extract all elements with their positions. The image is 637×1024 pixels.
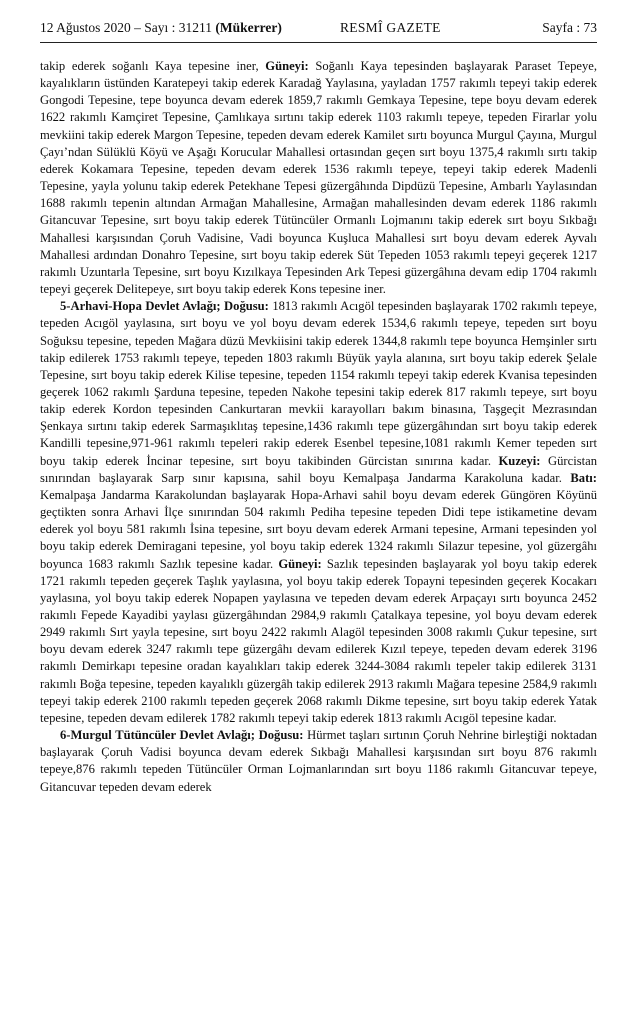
date-issue: 12 Ağustos 2020 – Sayı : 31211 <box>40 20 216 35</box>
text-run: Gürcistan sınırından başlayarak Sarp sınır kapısına, sahil boyu Kemalpaşa Jandarma Karakoluna kadar. <box>40 453 597 485</box>
text-run: 1813 rakımlı Acıgöl tepesinden başlayarak 1702 rakımlı tepeye, tepeden Acıgöl yaylasına, sırt boyu ve yol boyu devam ederek 1534,6 rakımlı tepeye, tepeden sırt boyu Soğuksu tepesine, tepeden Mağara düzü Mevkiisini takip ederek 1344,8 rakımlı tepe boyunca Hemşinler sırtı takip edilerek 1753 rakımlı tepeye, tepeden 1803 rakımlı Büyük yayla alanına, sırt boyu takip ederek Şelale Tepesine, sırt boyu takip ederek Kilise tepesine, tepeden 1154 rakımlı tepeyi takip ederek Kvanisa tepesinden geçerek 1062 rakımlı Şarduna tepesine, tepeden Nakohe tepesini takip ederek 817 rakımlı tepeye, sırt boyu takip ederek Kordon tepesinden Cankurtaran mevkii karayolları bakım binasına, Taşgeçit Mezrasından Şenkaya sırtını takip ederek Sarmaşıklıtaş tepesine,1436 rakımlı tepe güzergâhından sırt boyu takip ederek Kandilli tepesine,971-961 rakımlı tepeleri rakip ederek Esenbel tepesine,1081 rakımlı Kemer tepeden sırt boyu takip ederek İncinar tepesine, sırt boyu takibinden Gürcistan sınırına kadar. <box>40 299 597 468</box>
bold-heading: Batı: <box>570 470 597 485</box>
gazette-title: RESMÎ GAZETE <box>340 20 441 35</box>
bold-heading: Güneyi: <box>278 556 322 571</box>
bold-heading: 6-Murgul Tütüncüler Devlet Avlağı; Doğusu: <box>60 728 304 743</box>
text-run: Sazlık tepesinden başlayarak yol boyu takip ederek 1721 rakımlı tepeden geçerek Taşlık yaylasına, yol boyu takip ederek Topayni tepesinden geçerek Kocakarı yaylasına, yol boyu takip ederek Nopapen yaylasına ve tepeden devam ederek Arpaçayı sırtı boyunca 2452 rakımlı Fepede Kayadibi yaylası güzergâhından 2984,9 rakımlı Çatalkaya tepesine, yol boyu devam ederek 2949 rakımlı Sırt yayla tepesine, sırt boyu 2422 rakımlı Alagöl tepesinden 3008 rakımlı Çukur tepesine, sırt boyu devam ederek 3247 rakımlı tepe güzergâhı devam edilerek Kızıl tepeye, tepeden devam ederek 3196 rakımlı Demirkapı tepesine oradan kayalıkları takip ederek 3244-3084 rakımlı tepeler takip edilerek 3131 rakımlı Boğa tepesine, tepeden kayalıklı güzergâh takip edilerek 2913 rakımlı Mağara tepesine 2584,9 rakımlı tepeyi takip ederek 2100 rakımlı tepeden geçerek 2068 rakımlı Dikme tepesine, sırt boyu takip ederek Yatak tepesine, tepeden devam edilerek 1782 rakımlı tepeyi takip ederek 1813 rakımlı Acıgöl tepesine kadar. <box>40 556 598 725</box>
paragraph <box>40 298 597 727</box>
document-body <box>40 58 597 796</box>
text-run: takip ederek soğanlı Kaya tepesine iner, <box>40 59 266 73</box>
paragraph <box>40 727 597 796</box>
paragraph <box>40 58 597 298</box>
bold-heading: Güneyi: <box>265 59 309 73</box>
text-run: Kemalpaşa Jandarma Karakolundan başlayarak Hopa-Arhavi sahil boyu devam ederek Güngören Köyünü geçtikten sonra Arhavi İlçe sınırından 504 rakımlı Pediha tepesine tepeden Didi tepe istikametine devam ederek yol boyu 581 rakımlı İsina tepesine, sırt boyu devam ederek Armani tepesine, Armani tepesinden yol boyu takip ederek Demiragani tepesine, yol boyu takip ederek 1324 rakımlı Silazur tepesine, yol güzergâhı boyunca 1683 rakımlı Sazlık tepesine kadar. <box>40 487 597 571</box>
repeat-label: (Mükerrer) <box>215 20 282 35</box>
text-run: Soğanlı Kaya tepesinden başlayarak Paraset Tepeye, kayalıkların üstünden Karatepeyi takip ederek Karadağ Yaylasına, yayladan 1757 rakımlı tepeyi takip ederek Gongodi Tepesine, tepe boyunca devam ederek 1859,7 rakımlı Gemkaya Tepesine, tepe boyu devam ederek 1622 rakımlı Kamçiret Tepesine, Çamlıkaya sırtını takip ederek 1103 rakımlı tepeye, tepeden Firarlar yolu mevkiini takip ederek Margon Tepesine, tepeden devam ederek Kamilet sırtı boyunca Murgul Çayına, Murgul Çayı’ndan Sülüklü Köyü ve Aşağı Korucular Mahallesi ortasından geçen sırt boyu 1375,4 rakımlı sırtı takip ederek Kokamara Tepesine, tepeden devam ederek 1536 rakımlı tepeye, tepeyi takip ederek Madenli Tepesine, yayla yolunu takip ederek Petekhane Tepesi güzergâhında Dipdüzü Tepesine, Ambarlı Yaylasından 1688 rakımlı tepenin altından Armağan Mahallesine, Armağan mahallesinden devam ederek 1186 rakımlı Gitancuvar Tepesine, sırt boyu takip ederek Tütüncüler Ormanlı Lojmanını takip ederek sırt boyu Sıkbağı Mahallesi karşısından Çoruh Vadisine, Vadi boyunca Kuşluca Mahallesi sırt boyu devam ederek Ayvalı Mahallesi ardından Donahro Tepesine, sırt boyu takip ederek Süt Tepeden 1053 rakımlı tepeyi geçerek 1217 rakımlı Uzuntarla Tepesine, sırt boyu Kızılkaya Tepesinden Ark Tepesi güzergâhına devam edip 1704 rakımlı tepeyi geçerek Delitepeye, sırt boyu takip ederek Kons tepesine iner. <box>40 59 597 297</box>
page-header <box>40 20 597 40</box>
header-rule <box>40 42 597 43</box>
bold-heading: Kuzeyi: <box>498 453 541 468</box>
bold-heading: 5-Arhavi-Hopa Devlet Avlağı; Doğusu: <box>60 299 269 314</box>
issue-info <box>40 20 282 36</box>
page-number: Sayfa : 73 <box>542 20 597 35</box>
text-run: Hürmet taşları sırtının Çoruh Nehrine birleştiği noktadan başlayarak Çoruh Vadisi boyunca devam ederek Sıkbağı Mahallesi karşısından sırt boyu 876 rakımlı tepeye,876 rakımlı tepeden Tütüncüler Orman Lojmanlarından sırt boyu 1186 rakımlı Gitancuvar tepeye, Gitancuvar tepeden devam ederek <box>40 728 597 794</box>
